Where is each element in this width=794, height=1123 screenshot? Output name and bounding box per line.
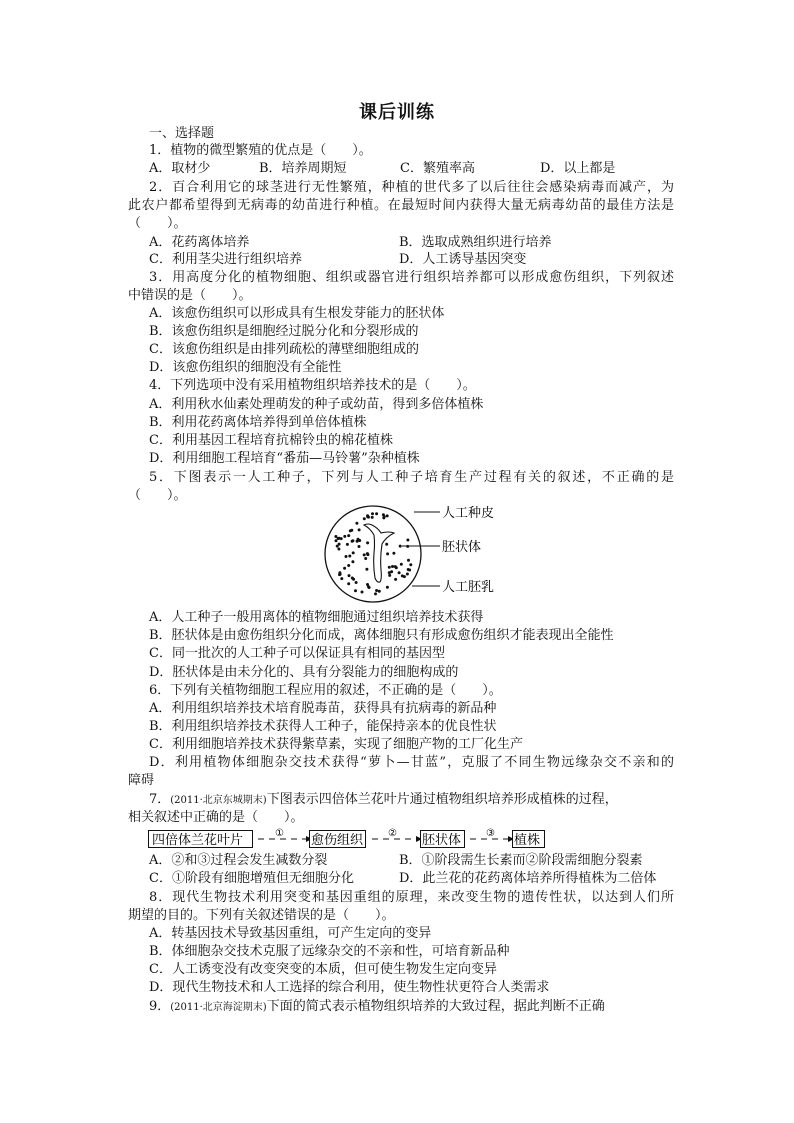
- q6-option-a: A．利用组织培养技术培育脱毒苗，获得具有抗病毒的新品种: [149, 701, 497, 716]
- endosperm-dot: [363, 553, 366, 556]
- endosperm-dot: [363, 517, 366, 520]
- label-embryo: 胚状体: [442, 540, 482, 555]
- endosperm-dot: [343, 535, 346, 538]
- q6-stem: 6．下列有关植物细胞工程应用的叙述，不正确的是（ ）。: [149, 683, 502, 698]
- endosperm-dot: [336, 545, 339, 548]
- flow-box-leaf-text: 四倍体兰花叶片: [152, 833, 244, 848]
- endosperm-dot: [349, 529, 352, 532]
- endosperm-dot: [345, 555, 348, 558]
- endosperm-dot: [340, 537, 343, 540]
- q9-number: 9．: [149, 999, 171, 1014]
- endosperm-dot: [375, 589, 378, 592]
- endosperm-dot: [403, 575, 406, 578]
- endosperm-dot: [364, 557, 367, 560]
- endosperm-dot: [355, 522, 358, 525]
- endosperm-dot: [394, 578, 397, 581]
- q2-option-d: D．人工诱导基因突变: [399, 252, 527, 267]
- artificial-seed-figure: [318, 500, 518, 608]
- q7-source: (2011·北京东城期末): [170, 795, 267, 806]
- q2-option-c: C．利用茎尖进行组织培养: [149, 252, 302, 267]
- q3-option-a: A．该愈伤组织可以形成具有生根发芽能力的胚状体: [149, 306, 445, 321]
- endosperm-dot: [365, 568, 368, 571]
- endosperm-dot: [391, 565, 394, 568]
- flow-box-plant-text: 植株: [514, 833, 541, 848]
- endosperm-dot: [407, 559, 410, 562]
- endosperm-dot: [375, 512, 378, 515]
- q4-option-a: A．利用秋水仙素处理萌发的种子或幼苗，得到多倍体植株: [149, 397, 484, 412]
- process-flow-svg: [148, 826, 568, 852]
- endosperm-dot: [361, 591, 364, 594]
- endosperm-dot: [366, 515, 369, 518]
- endosperm-dot: [385, 543, 388, 546]
- endosperm-dot: [388, 571, 391, 574]
- q1-option-a: A．取材少: [149, 161, 211, 176]
- artificial-seed-diagram: [318, 500, 518, 608]
- endosperm-dot: [367, 585, 370, 588]
- q5-option-d: D．胚状体是由未分化的、具有分裂能力的细胞构成的: [149, 665, 459, 680]
- label-seed-coat: 人工种皮: [442, 506, 495, 521]
- q8-option-d: D．现代生物技术和人工选择的综合利用，使生物性状更符合人类需求: [149, 980, 550, 995]
- q2-option-b: B．选取成熟组织进行培养: [399, 235, 552, 250]
- q4-option-c: C．利用基因工程培育抗棉铃虫的棉花植株: [149, 433, 393, 448]
- endosperm-dot: [357, 538, 360, 541]
- endosperm-dot: [394, 565, 397, 568]
- endosperm-dot: [374, 592, 377, 595]
- endosperm-dot: [358, 528, 361, 531]
- q3-option-d: D．该愈伤组织的细胞没有全能性: [149, 360, 342, 375]
- q1-option-b: B．培养周期短: [259, 161, 347, 176]
- endosperm-dot: [366, 541, 369, 544]
- q6-option-d-line1: D．利用植物体细胞杂交技术获得“萝卜—甘蓝”，克服了不同生物远缘杂交不亲和的: [149, 755, 674, 770]
- q6-option-b: B．利用组织培养技术获得人工种子，能保持亲本的优良性状: [149, 719, 497, 734]
- q1-stem: 1．植物的微型繁殖的优点是（ ）。: [149, 143, 372, 158]
- endosperm-dot: [407, 568, 410, 571]
- q2-stem-line1: 2．百合利用它的球茎进行无性繁殖，种植的世代多了以后往往会感染病毒而减产，为: [149, 180, 674, 195]
- q4-option-d: D．利用细胞工程培育“番茄—马铃薯”杂种植株: [149, 451, 420, 466]
- q7-stem-text: 下图表示四倍体兰花叶片通过植物组织培养形成植株的过程，: [266, 792, 618, 807]
- q3-option-b: B．该愈伤组织是细胞经过脱分化和分裂形成的: [149, 324, 419, 339]
- q7-stem-line1: [149, 792, 618, 809]
- q2-stem-line3: （ ）。: [128, 216, 187, 231]
- q9-stem-line1: [149, 999, 605, 1016]
- q8-stem-line1: 8．现代生物技术利用突变和基因重组的原理，来改变生物的遗传性状，以达到人们所: [149, 890, 674, 905]
- endosperm-dot: [371, 512, 374, 515]
- endosperm-dot: [358, 545, 361, 548]
- q7-option-b: B．①阶段需生长素而②阶段需细胞分裂素: [399, 853, 643, 868]
- endosperm-dot: [335, 539, 338, 542]
- q7-number: 7．: [149, 792, 171, 807]
- page-title: 课后训练: [359, 102, 435, 123]
- endosperm-dot: [352, 551, 355, 554]
- q8-stem-line2: 期望的目的。下列有关叙述错误的是（ ）。: [128, 908, 395, 923]
- q5-stem-line2: （ ）。: [128, 488, 187, 503]
- endosperm-dot: [388, 566, 391, 569]
- endosperm-dot: [337, 537, 340, 540]
- q5-stem-line1: 5．下图表示一人工种子，下列与人工种子培育生产过程有关的叙述，不正确的是: [149, 470, 674, 485]
- endosperm-dot: [399, 545, 402, 548]
- endosperm-dot: [409, 563, 412, 566]
- endosperm-dot: [400, 563, 403, 566]
- q2-option-a: A．花药离体培养: [149, 235, 250, 250]
- flow-step-3: ③: [486, 828, 495, 839]
- endosperm-dot: [351, 577, 354, 580]
- endosperm-dot: [348, 555, 351, 558]
- q7-option-c: C．①阶段有细胞增殖但无细胞分化: [149, 871, 354, 886]
- endosperm-dot: [347, 564, 350, 567]
- endosperm-dot: [338, 571, 341, 574]
- endosperm-dot: [340, 577, 343, 580]
- endosperm-dot: [351, 539, 354, 542]
- q4-stem: 4．下列选项中没有采用植物组织培养技术的是（ ）。: [149, 378, 476, 393]
- q3-stem-line2: 中错误的是（ ）。: [128, 288, 252, 303]
- q7-option-d: D．此兰花的花药离体培养所得植株为二倍体: [399, 871, 657, 886]
- seed-coat-outline: [325, 506, 421, 602]
- q6-option-c: C．利用细胞培养技术获得紫草素，实现了细胞产物的工厂化生产: [149, 737, 523, 752]
- q5-option-a: A．人工种子一般用离体的植物细胞通过组织培养技术获得: [149, 610, 484, 625]
- endosperm-dot: [386, 586, 389, 589]
- endosperm-dot: [406, 539, 409, 542]
- flow-step-2: ②: [388, 828, 397, 839]
- q1-option-c: C．繁殖率高: [400, 161, 475, 176]
- endosperm-dot: [343, 567, 346, 570]
- q3-stem-line1: 3．用高度分化的植物细胞、组织或器官进行组织培养都可以形成愈伤组织，下列叙述: [149, 270, 674, 285]
- endosperm-dot: [406, 573, 409, 576]
- q2-stem-line2: 此农户都希望得到无病毒的幼苗进行种植。在最短时间内获得大量无病毒幼苗的最佳方法是: [128, 198, 674, 213]
- endosperm-dot: [348, 574, 351, 577]
- endosperm-dot: [378, 590, 381, 593]
- endosperm-dot: [355, 581, 358, 584]
- q5-option-c: C．同一批次的人工种子可以保证具有相同的基因型: [149, 646, 445, 661]
- q8-option-a: A．转基因技术导致基因重组，可产生定向的变异: [149, 926, 432, 941]
- endosperm-dot: [382, 516, 385, 519]
- q7-stem-line2: 相关叙述中正确的是（ ）。: [128, 810, 304, 825]
- endosperm-dot: [388, 574, 391, 577]
- endosperm-dot: [337, 548, 340, 551]
- endosperm-dot: [392, 552, 395, 555]
- q9-source: (2011·北京海淀期末): [170, 1002, 267, 1013]
- q4-option-b: B．利用花药离体培养得到单倍体植株: [149, 415, 367, 430]
- endosperm-dot: [386, 514, 389, 517]
- q6-option-d-line2: 障碍: [128, 773, 155, 788]
- q1-option-d: D．以上都是: [540, 161, 616, 176]
- q8-option-b: B．体细胞杂交技术克服了远缘杂交的不亲和性，可培育新品种: [149, 944, 510, 959]
- section-heading: 一、选择题: [149, 126, 215, 141]
- q8-option-c: C．人工诱变没有改变突变的本质，但可使生物发生定向变异: [149, 962, 497, 977]
- endosperm-dot: [382, 513, 385, 516]
- q3-option-c: C．该愈伤组织是由排列疏松的薄壁细胞组成的: [149, 342, 419, 357]
- endosperm-dot: [386, 552, 389, 555]
- flow-step-1: ①: [275, 828, 284, 839]
- endosperm-dot: [354, 589, 357, 592]
- q9-stem-text: 下面的简式表示植物组织培养的大致过程，据此判断不正确: [266, 999, 605, 1014]
- endosperm-dot: [398, 571, 401, 574]
- endosperm-dot: [366, 552, 369, 555]
- q7-option-a: A．②和③过程会发生减数分裂: [149, 853, 328, 868]
- label-endosperm: 人工胚乳: [442, 580, 495, 595]
- q7-flow-diagram: [148, 826, 568, 852]
- endosperm-dot: [351, 560, 354, 563]
- flow-box-callus-text: 愈伤组织: [311, 833, 364, 848]
- endosperm-dot: [347, 534, 350, 537]
- flow-box-embryoid-text: 胚状体: [422, 833, 462, 848]
- endosperm-dot: [347, 582, 350, 585]
- endosperm-dot: [371, 516, 374, 519]
- endosperm-dot: [346, 543, 349, 546]
- q5-option-b: B．胚状体是由愈伤组织分化而成，离体细胞只有形成愈伤组织才能表现出全能性: [149, 628, 614, 643]
